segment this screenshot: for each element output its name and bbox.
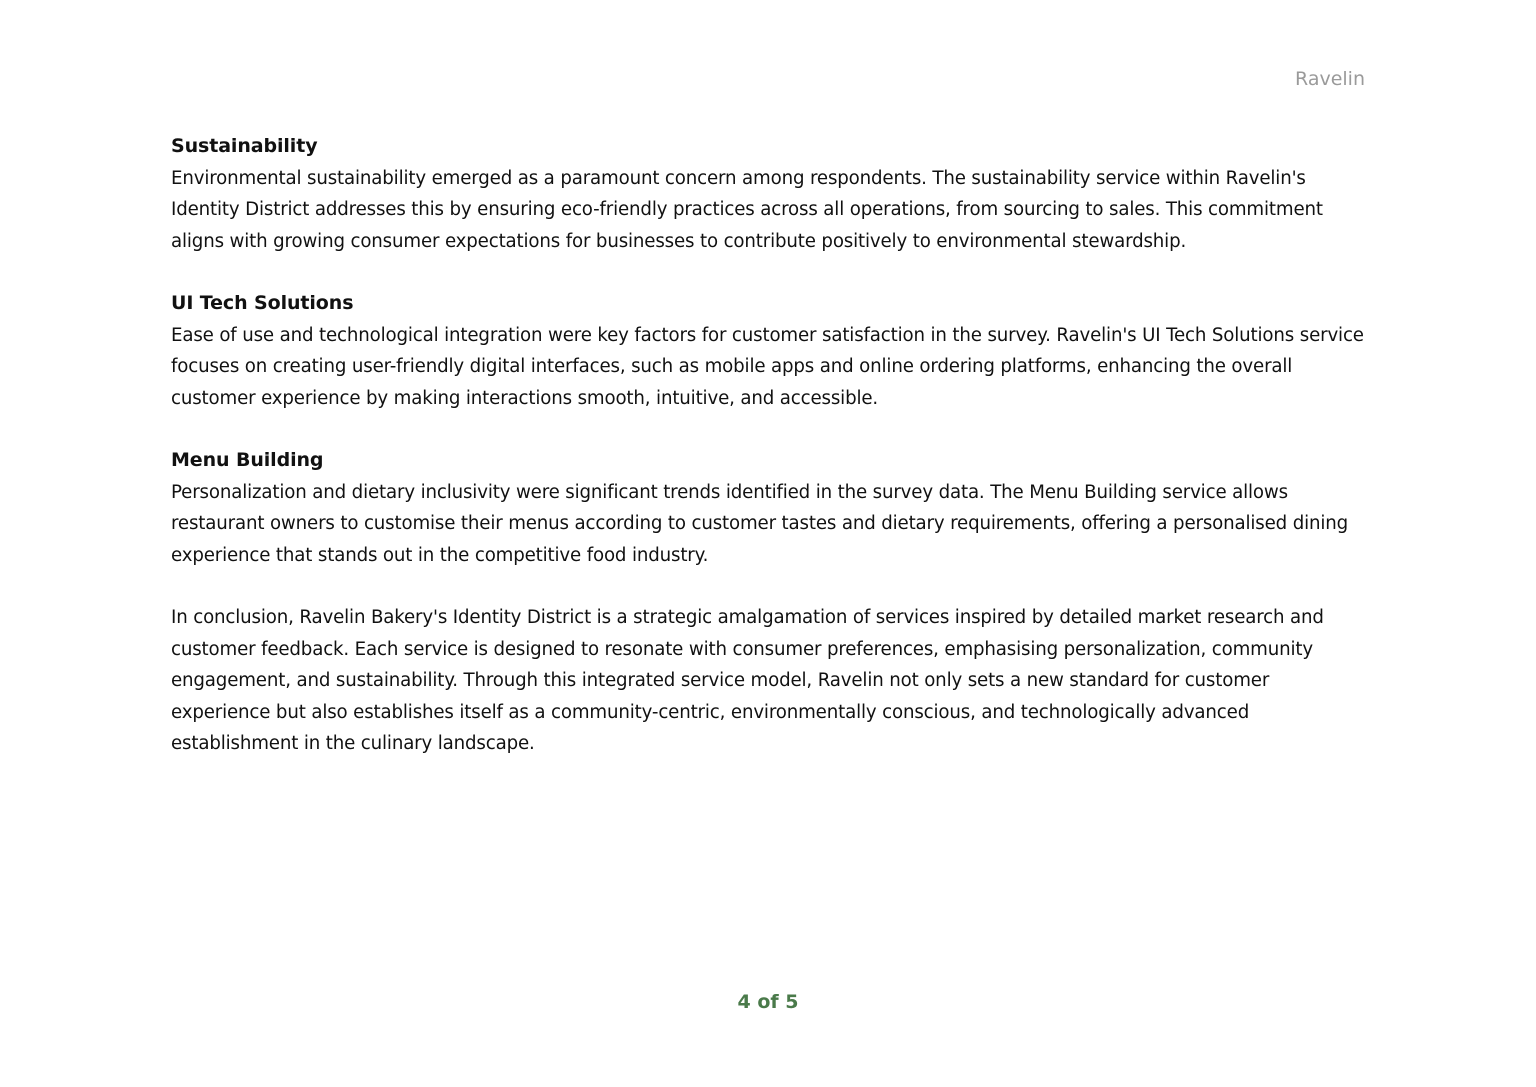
- document-content: [171, 131, 1371, 760]
- page-number: 4 of 5: [737, 991, 799, 1013]
- section-body: Environmental sustainability emerged as a paramount concern among respondents. The sustainability service within Ravelin's Identity District addresses this by ensuring eco-friendly practices across all operations, from sourcing to sales. This commitment aligns with growing consumer expectations for businesses to contribute positively to environmental stewardship.: [171, 167, 1323, 252]
- section-body: Ease of use and technological integration were key factors for customer satisfaction in the survey. Ravelin's UI Tech Solutions service focuses on creating user-friendly digital interfaces, such as mobile apps and online ordering platforms, enhancing the overall customer experience by making interactions smooth, intuitive, and accessible.: [171, 324, 1364, 409]
- section-body: Personalization and dietary inclusivity were significant trends identified in the survey data. The Menu Building service allows restaurant owners to customise their menus according to customer tastes and dietary requirements, offering a personalised dining experience that stands out in the competitive food industry.: [171, 481, 1349, 566]
- section-heading: Menu Building: [171, 449, 324, 471]
- section-heading: UI Tech Solutions: [171, 292, 354, 314]
- section-ui-tech-solutions: [171, 288, 1371, 414]
- section-sustainability: [171, 131, 1371, 257]
- header-brand: Ravelin: [1295, 68, 1365, 90]
- section-menu-building: [171, 445, 1371, 571]
- section-heading: Sustainability: [171, 135, 318, 157]
- conclusion-paragraph: In conclusion, Ravelin Bakery's Identity District is a strategic amalgamation of services inspired by detailed market research and customer feedback. Each service is designed to resonate with consumer preferences, emphasising personalization, community engagement, and sustainability. Through this integrated service model, Ravelin not only sets a new standard for customer experience but also establishes itself as a community-centric, environmentally conscious, and technologically advanced establishment in the culinary landscape.: [171, 607, 1324, 754]
